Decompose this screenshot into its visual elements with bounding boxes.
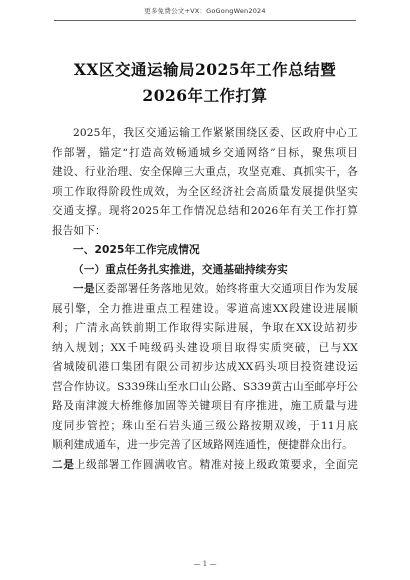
paragraph-line: 路及南津渡大桥维修加固等关键项目有序推进，施工质量与进 [52, 400, 358, 412]
intro-line: 作部署，锚定“打造高效畅通城乡交通网络”目标，聚焦项目 [52, 146, 358, 159]
paragraph-line: 展引擎，全力推进重点工程建设。零道高速XX段建设进展顺 [52, 302, 358, 315]
paragraph-lead: 二是 [52, 458, 75, 471]
header-note: 更多免费公文+VX：GoGongWen2024 [144, 7, 266, 15]
subsection-heading: （一）重点任务扎实推进，交通基础持续夯实 [73, 263, 288, 276]
document-title-line-2: 2026年工作打算 [142, 86, 268, 105]
intro-line: 2025年，我区交通运输工作紧紧围绕区委、区政府中心工 [73, 127, 358, 139]
page-number: — 1 — [193, 560, 217, 568]
paragraph-line [52, 280, 358, 300]
paragraph-line: 利；广清永高铁前期工作取得实际进展，争取在XX设站初步 [52, 322, 358, 334]
header-divider [54, 20, 356, 21]
section-heading: 一、2025年工作完成情况 [73, 244, 200, 256]
intro-line: 交通支撑。现将2025年工作情况总结和2026年有关工作打算 [52, 205, 358, 217]
intro-line: 报告如下： [52, 224, 106, 237]
paragraph-lead: 一是 [73, 283, 95, 295]
paragraph-line: 度同步管控；珠山至石岩头通三级公路按期双竣，于11月底 [52, 419, 358, 432]
intro-line: 建设、行业治理、安全保障三大重点，攻坚克难、真抓实干，各 [52, 166, 358, 178]
paragraph-line: 顺利建成通车，进一步完善了区域路网连通性，便捷群众出行。 [52, 439, 353, 451]
paragraph-line [52, 456, 358, 476]
paragraph-text: 上级部署工作圆满收官。精准对接上级政策要求，全面完 [74, 458, 358, 471]
document-body [52, 124, 358, 475]
paragraph-text: 区委部署任务落地见效。始终将重大交通项目作为发展 [94, 283, 358, 295]
paragraph-line: 营合作协议。S339珠山至水口山公路、S339黄古山至邮亭圩公 [52, 380, 358, 393]
intro-line: 项工作取得阶段性成效，为全区经济社会高质量发展提供坚实 [52, 185, 358, 198]
paragraph-line: 纳入规划；XX千吨级码头建设项目取得实质突破，已与XX [52, 341, 358, 354]
paragraph-line: 省城陵矶港口集团有限公司初步达成XX码头项目投资建设运 [52, 361, 358, 373]
document-title-line-1: XX区交通运输局2025年工作总结暨 [73, 60, 337, 79]
